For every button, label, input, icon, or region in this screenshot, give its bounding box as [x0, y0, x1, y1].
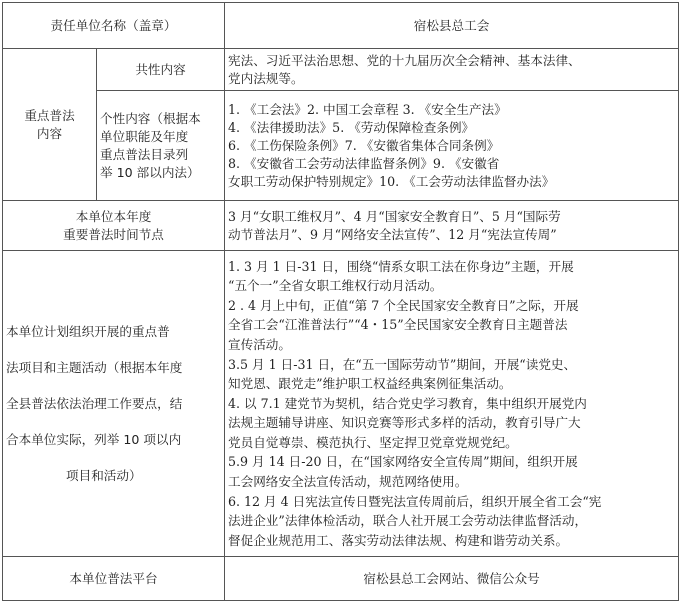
text-line: 宪法、习近平法治思想、党的十九届历次全会精神、基本法律、	[228, 52, 581, 68]
time-nodes-label	[3, 201, 225, 251]
text-line: 动节普法月”、9 月“网络安全法宣传”、12 月“宪法宣传周”	[228, 226, 557, 242]
text-line: 重点普法目录列	[100, 146, 189, 162]
activity-line: 党员自觉尊崇、模范执行、坚定捍卫党章党规党纪。	[228, 434, 518, 450]
text-line: 全县普法依法治理工作要点，结	[6, 395, 183, 411]
individual-content-value	[225, 91, 679, 201]
text-line: 本单位计划组织开展的重点普	[6, 323, 170, 339]
individual-content-label	[97, 91, 225, 201]
activity-line: 法进企业”法律体检活动，联合人社开展工会劳动法律监督活动，	[228, 513, 588, 529]
row-unit-name	[3, 3, 679, 49]
activity-line: 4. 以 7.1 建党节为契机，结合党史学习教育，集中组织开展党内	[228, 395, 587, 411]
platform-label: 本单位普法平台	[3, 557, 225, 601]
unit-name-label: 责任单位名称（盖章）	[3, 3, 225, 49]
common-content-label: 共性内容	[97, 49, 225, 91]
row-individual-content	[3, 91, 679, 201]
row-time-nodes	[3, 201, 679, 251]
activity-line: “五个一”全省女职工维权行动月活动。	[228, 278, 443, 294]
law-list-line: 1. 《工会法》2. 中国工会章程 3. 《安全生产法》	[228, 101, 507, 117]
row-activities	[3, 251, 679, 557]
key-content-label-line: 内容	[36, 125, 63, 141]
law-list-line: 8. 《安徽省工会劳动法律监督条例》9. 《安徽省	[228, 155, 500, 171]
text-line: 重要普法时间节点	[63, 226, 164, 242]
law-list-line: 6. 《工伤保险条例》7. 《安徽省集体合同条例》	[228, 137, 500, 153]
text-line: 3 月“女职工维权月”、4 月“国家安全教育日”、5 月“国际劳	[228, 208, 561, 224]
row-common-content	[3, 49, 679, 91]
activities-label	[3, 251, 225, 557]
text-line: 个性内容（根据本	[100, 110, 201, 126]
activity-line: 全省工会“江淮普法行”“4・15”全民国家安全教育日主题普法	[228, 317, 568, 333]
activity-line: 知党恩、跟党走”维护职工权益经典案例征集活动。	[228, 376, 512, 392]
activity-line: 宣传活动。	[228, 336, 291, 352]
plan-table	[2, 2, 679, 601]
key-content-label	[3, 49, 97, 201]
activities-value	[225, 251, 679, 557]
text-line: 单位职能及年度	[100, 128, 189, 144]
common-content-value	[225, 49, 679, 91]
law-list-line: 4. 《法律援助法》5. 《劳动保障检查条例》	[228, 119, 475, 135]
activity-line: 6. 12 月 4 日宪法宣传日暨宪法宣传周前后，组织开展全省工会“宪	[228, 493, 602, 509]
unit-name-value: 宿松县总工会	[225, 3, 679, 49]
text-line: 党内法规等。	[228, 70, 304, 86]
activity-line: 法规主题辅导讲座、知识竞赛等形式多样的活动，教育引导广大	[228, 415, 581, 431]
text-line: 法项目和主题活动（根据本年度	[6, 359, 183, 375]
key-content-label-line: 重点普法	[24, 107, 75, 123]
law-list-line: 女职工劳动保护特别规定》10. 《工会劳动法律监督办法》	[228, 173, 555, 189]
platform-value: 宿松县总工会网站、微信公众号	[225, 557, 679, 601]
text-line: 举 10 部以内法）	[100, 164, 200, 180]
text-line: 合本单位实际，列举 10 项以内	[6, 431, 182, 447]
activity-line: 5.9 月 14 日-20 日，在“国家网络安全宣传周”期间，组织开展	[228, 454, 578, 470]
time-nodes-value	[225, 201, 679, 251]
activity-line: 3.5 月 1 日-31 日，在“五一国际劳动节”期间，开展“读党史、	[228, 356, 577, 372]
activity-line: 工会网络安全法宣传活动，规范网络使用。	[228, 474, 468, 490]
row-platform	[3, 557, 679, 601]
text-line: 本单位本年度	[75, 208, 152, 224]
text-line: 项目和活动）	[66, 467, 142, 483]
activity-line: 2 . 4 月上中旬，正值“第 7 个全民国家安全教育日”之际，开展	[228, 297, 579, 313]
activity-line: 1. 3 月 1 日-31 日，围绕“情系女职工法在你身边”主题，开展	[228, 258, 574, 274]
activity-line: 督促企业规范用工、落实劳动法律法规、构建和谐劳动关系。	[228, 532, 569, 548]
